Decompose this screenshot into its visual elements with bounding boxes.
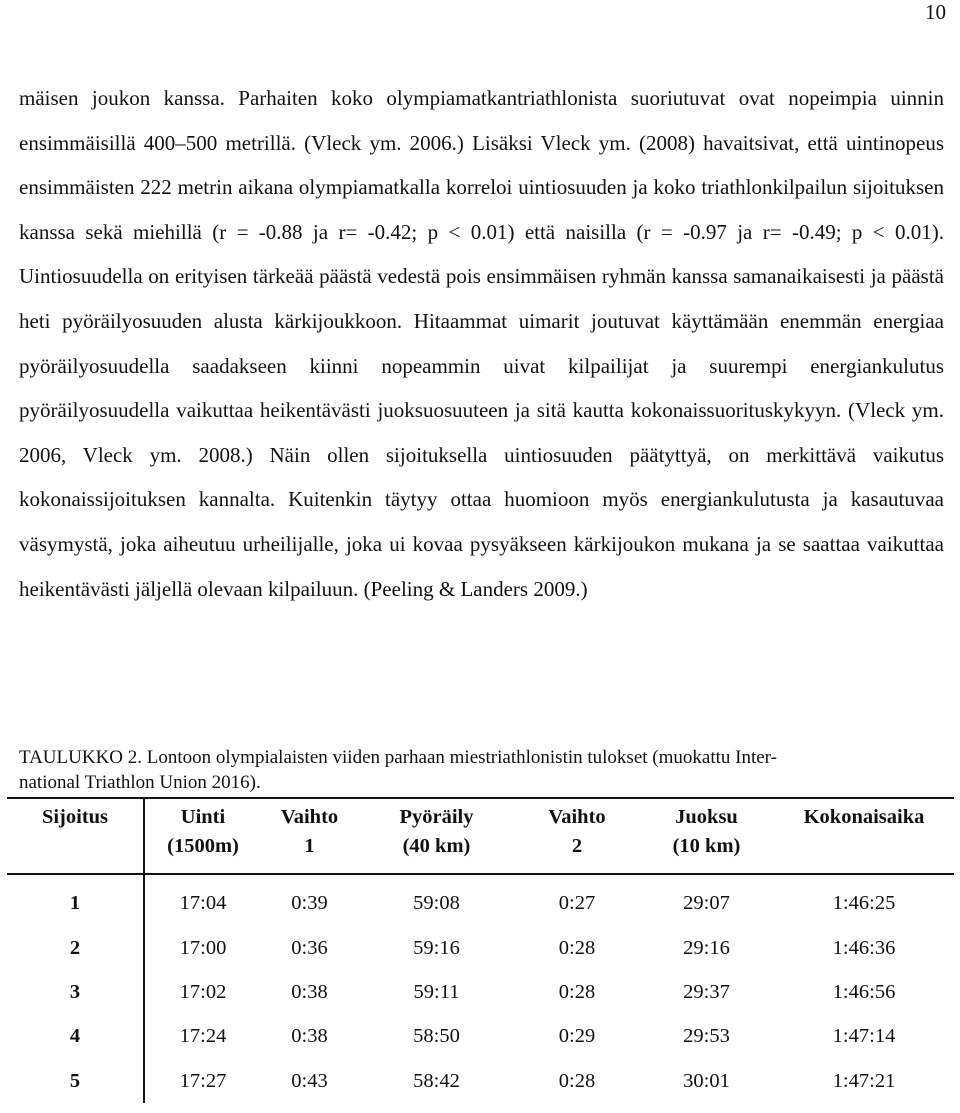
cell-pyoraily: 59:08 (413, 892, 460, 915)
cell-vaihto-1: 0:36 (291, 936, 328, 959)
cell-pyoraily: 59:11 (413, 980, 460, 1003)
table-row (7, 970, 954, 1014)
cell-uinti: 17:24 (179, 1025, 227, 1048)
cell-juoksu: 30:01 (683, 1069, 730, 1092)
cell-kokonaisaika: 1:46:25 (832, 892, 896, 915)
table-caption-line-2: national Triathlon Union 2016). (19, 772, 261, 793)
body-paragraph: mäisen joukon kanssa. Parhaiten koko olympiamatkantriathlonista suoriutuvat ovat nopeimpia uinnin ensimmäisillä 400–500 metrillä. (Vleck ym. 2006.) Lisäksi Vleck ym. (2008) havaitsivat, että uintinopeus ensimmäisten 222 metrin aikana olympiamatkalla korreloi uintiosuuden ja koko triathlonkilpailun sijoituksen kanssa sekä miehillä (r = -0.88 ja r= -0.42; p < 0.01) että naisilla (r = -0.97 ja r= -0.49; p < 0.01). Uintiosuudella on erityisen tärkeää päästä vedestä pois ensimmäisen ryhmän kanssa samanaikaisesti ja päästä heti pyöräilyosuuden alusta kärkijoukkoon. Hitaammat uimarit joutuvat käyttämään enemmän energiaa pyöräilyosuudella saadakseen kiinni nopeammin uivat kilpailijat ja suurempi energiankulutus pyöräilyosuudella vaikuttaa heikentävästi juoksuosuuteen ja sitä kautta kokonaissuorituskykyyn. (Vleck ym. 2006, Vleck ym. 2008.) Näin ollen sijoituksella uintiosuuden päätyttyä, on merkittävä vaikutus kokonaissijoituksen kannalta. Kuitenkin täytyy ottaa huomioon myös energiankulutusta ja kasautuvaa väsymystä, joka aiheutuu urheilijalle, joka ui kovaa pysyäkseen kärkijoukon mukana ja se saattaa vaikuttaa heikentävästi jäljellä olevaan kilpailuun. (Peeling & Landers 2009.) (19, 86, 944, 601)
cell-sijoitus: 2 (7, 925, 144, 969)
table-row (7, 1059, 954, 1103)
cell-sijoitus: 3 (7, 970, 144, 1014)
cell-vaihto-1: 0:38 (291, 1025, 328, 1048)
table-row (7, 1014, 954, 1058)
table-caption (19, 745, 944, 795)
cell-vaihto-2: 0:27 (558, 892, 596, 915)
cell-pyoraily: 58:50 (413, 1025, 460, 1048)
header-kokonaisaika: Kokonaisaika (803, 806, 925, 828)
cell-kokonaisaika: 1:46:56 (832, 980, 896, 1003)
cell-juoksu: 29:53 (683, 1025, 730, 1048)
header-juoksu: Juoksu (10 km) (672, 806, 741, 857)
cell-vaihto-2: 0:29 (558, 1025, 596, 1048)
cell-uinti: 17:27 (179, 1069, 227, 1092)
cell-vaihto-1: 0:38 (291, 980, 328, 1003)
cell-uinti: 17:00 (179, 936, 227, 959)
cell-juoksu: 29:37 (683, 980, 730, 1003)
table-row (7, 925, 954, 969)
cell-uinti: 17:04 (179, 892, 227, 915)
cell-sijoitus: 1 (7, 874, 144, 925)
cell-uinti: 17:02 (179, 980, 227, 1003)
cell-pyoraily: 58:42 (413, 1069, 460, 1092)
header-pyoraily: Pyöräily (40 km) (399, 806, 474, 857)
cell-vaihto-2: 0:28 (558, 980, 596, 1003)
cell-sijoitus: 5 (7, 1059, 144, 1103)
cell-vaihto-2: 0:28 (558, 936, 596, 959)
cell-juoksu: 29:07 (683, 892, 730, 915)
cell-sijoitus: 4 (7, 1014, 144, 1058)
cell-juoksu: 29:16 (683, 936, 730, 959)
table-header-row (7, 798, 954, 874)
cell-pyoraily: 59:16 (413, 936, 460, 959)
cell-kokonaisaika: 1:46:36 (832, 936, 896, 959)
cell-vaihto-1: 0:39 (291, 892, 328, 915)
cell-kokonaisaika: 1:47:14 (832, 1025, 896, 1048)
results-table (7, 797, 954, 1103)
table-caption-line-1: TAULUKKO 2. Lontoon olympialaisten viiden parhaan miestriathlonistin tulokset (muokattu Inter- (19, 747, 777, 768)
header-sijoitus: Sijoitus (7, 798, 144, 874)
header-vaihto-2: Vaihto 2 (548, 806, 606, 857)
header-uinti: Uinti (1500m) (167, 806, 239, 857)
header-vaihto-1: Vaihto 1 (280, 806, 339, 857)
cell-vaihto-2: 0:28 (558, 1069, 596, 1092)
page-number: 10 (925, 0, 946, 24)
table-row (7, 874, 954, 925)
cell-vaihto-1: 0:43 (291, 1069, 328, 1092)
cell-kokonaisaika: 1:47:21 (832, 1069, 896, 1092)
